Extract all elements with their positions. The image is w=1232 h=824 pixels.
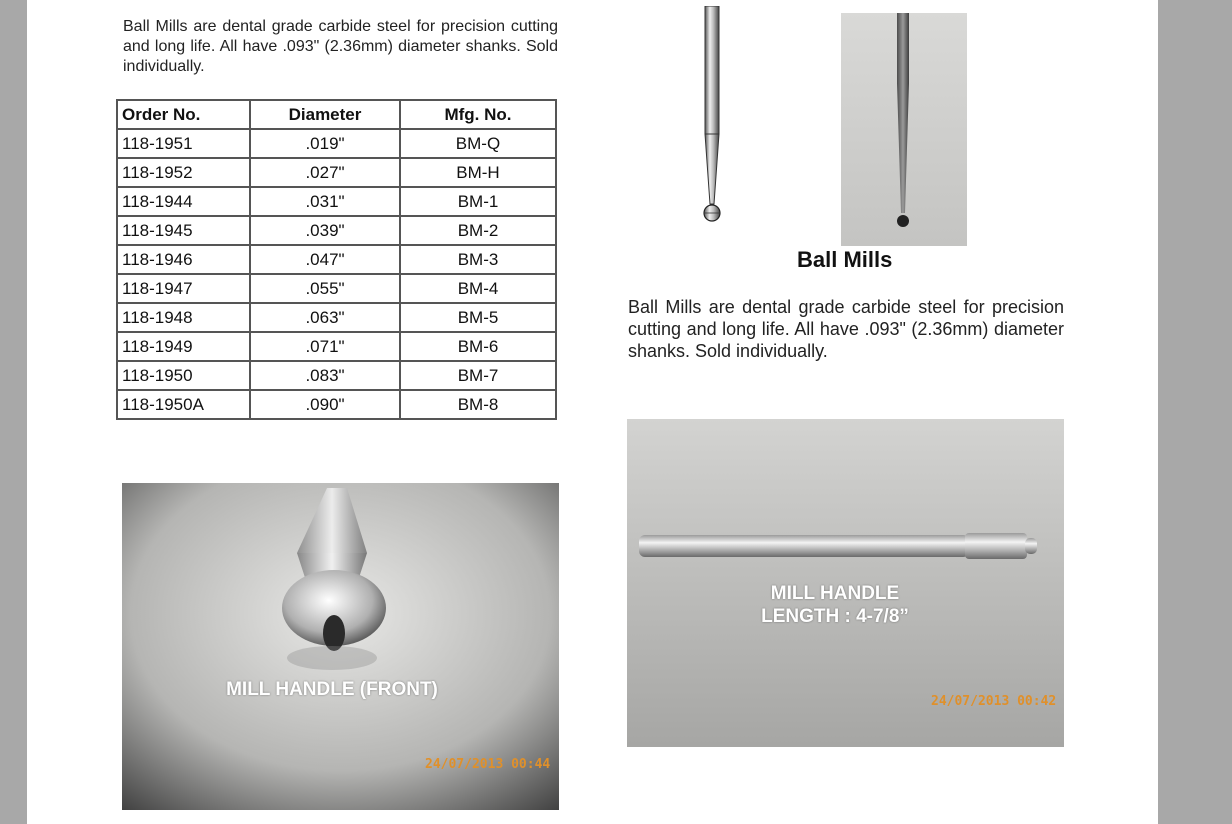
table-row: [117, 187, 556, 216]
mill-handle-front-caption: MILL HANDLE (FRONT): [226, 679, 438, 700]
diameter-cell: .055": [250, 274, 400, 303]
diameter-cell: .027": [250, 158, 400, 187]
mfg-no-cell: BM-6: [400, 332, 556, 361]
header-diameter: Diameter: [250, 100, 400, 129]
ball-mill-drawing: [697, 6, 727, 224]
order-no-cell: 118-1949: [117, 332, 250, 361]
order-no-cell: 118-1950A: [117, 390, 250, 419]
order-no-cell: 118-1946: [117, 245, 250, 274]
diameter-cell: .039": [250, 216, 400, 245]
order-no-cell: 118-1947: [117, 274, 250, 303]
caption-line-1: MILL HANDLE: [770, 583, 900, 604]
mfg-no-cell: BM-5: [400, 303, 556, 332]
mill-handle-front-photo: [122, 483, 559, 810]
mfg-no-cell: BM-4: [400, 274, 556, 303]
intro-paragraph: Ball Mills are dental grade carbide steel for precision cutting and long life. All have .093" (2.36mm) diameter shanks. Sold individually.: [123, 18, 558, 75]
document-page: [27, 0, 1158, 824]
table-row: [117, 216, 556, 245]
diameter-cell: .031": [250, 187, 400, 216]
date-stamp: 24/07/2013 00:42: [931, 694, 1057, 709]
header-mfg-no: Mfg. No.: [400, 100, 556, 129]
diameter-cell: .047": [250, 245, 400, 274]
table-row: [117, 158, 556, 187]
mfg-no-cell: BM-2: [400, 216, 556, 245]
diameter-cell: .071": [250, 332, 400, 361]
table-row: [117, 245, 556, 274]
diameter-cell: .083": [250, 361, 400, 390]
order-no-cell: 118-1948: [117, 303, 250, 332]
mill-handle-length-photo: [627, 419, 1064, 747]
table-row: [117, 390, 556, 419]
ball-mill-photo: [841, 13, 967, 246]
order-no-cell: 118-1952: [117, 158, 250, 187]
header-order-no: Order No.: [117, 100, 250, 129]
ball-mills-paragraph: Ball Mills are dental grade carbide steel for precision cutting and long life. All have .093" (2.36mm) diameter shanks. Sold individually.: [628, 297, 1064, 361]
table-row: [117, 361, 556, 390]
diameter-cell: .063": [250, 303, 400, 332]
mfg-no-cell: BM-8: [400, 390, 556, 419]
mfg-no-cell: BM-H: [400, 158, 556, 187]
order-no-cell: 118-1944: [117, 187, 250, 216]
ball-mill-table: [116, 99, 557, 420]
diameter-cell: .019": [250, 129, 400, 158]
order-no-cell: 118-1951: [117, 129, 250, 158]
table-header-row: [117, 100, 556, 129]
ball-mills-heading: Ball Mills: [797, 247, 893, 272]
table-row: [117, 303, 556, 332]
mfg-no-cell: BM-1: [400, 187, 556, 216]
table-row: [117, 129, 556, 158]
date-stamp: 24/07/2013 00:44: [425, 757, 551, 772]
order-no-cell: 118-1950: [117, 361, 250, 390]
caption-line-2: LENGTH : 4-7/8”: [761, 606, 909, 627]
table-row: [117, 274, 556, 303]
mfg-no-cell: BM-7: [400, 361, 556, 390]
mfg-no-cell: BM-3: [400, 245, 556, 274]
table-row: [117, 332, 556, 361]
mill-handle-length-caption: [627, 582, 1043, 628]
mfg-no-cell: BM-Q: [400, 129, 556, 158]
order-no-cell: 118-1945: [117, 216, 250, 245]
diameter-cell: .090": [250, 390, 400, 419]
